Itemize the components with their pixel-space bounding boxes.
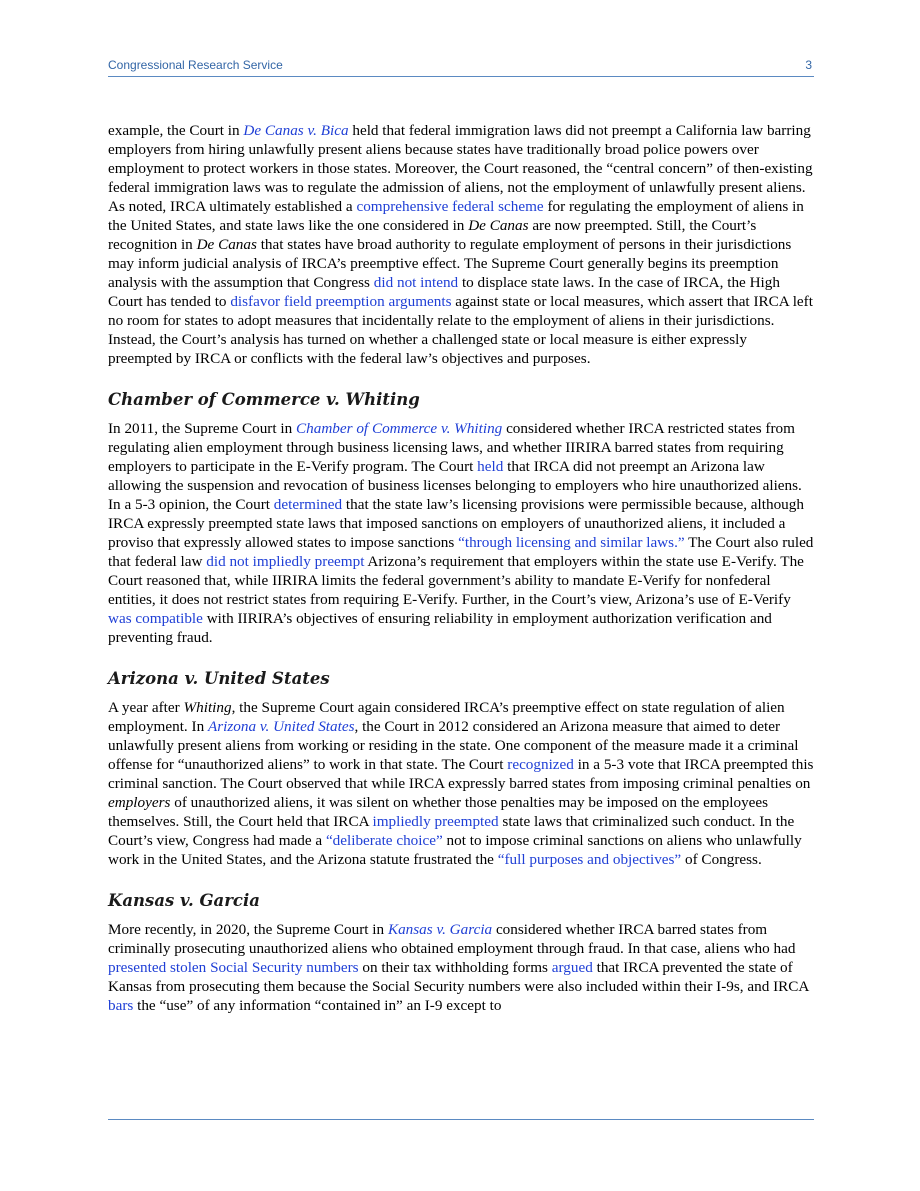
link-argued[interactable]: argued <box>551 959 593 976</box>
text-span: of Congress. <box>681 851 762 868</box>
text-span: are now preempted. Still, the Court’s recognition in <box>108 217 757 253</box>
link-disfavor-field-preemption[interactable]: disfavor field preemption arguments <box>230 293 452 310</box>
link-chamber-of-commerce-v-whiting[interactable]: Chamber of Commerce v. Whiting <box>296 420 503 437</box>
text-span: that IRCA prevented the state of Kansas from prosecuting them because the Social Security numbers were also included within their I-9s, and IRCA <box>108 959 809 995</box>
page-number: 3 <box>805 58 812 72</box>
link-full-purposes-and-objectives[interactable]: “full purposes and objectives” <box>497 851 682 868</box>
link-arizona-v-united-states[interactable]: Arizona v. United States <box>207 718 355 735</box>
link-determined[interactable]: determined <box>273 496 343 513</box>
text-span: with IIRIRA’s objectives of ensuring reliability in employment authorization verification and preventing fraud. <box>108 610 772 646</box>
link-through-licensing[interactable]: “through licensing and similar laws.” <box>458 534 685 551</box>
italic-employers: employers <box>108 794 171 811</box>
link-held[interactable]: held <box>477 458 504 475</box>
text-span: , the Supreme Court again considered IRCA’s preemptive effect on state regulation of alien employment. In <box>108 699 785 735</box>
text-span: for regulating the employment of aliens in the United States, and state laws like the one considered in <box>108 198 804 234</box>
text-span: More recently, in 2020, the Supreme Court in <box>108 921 388 938</box>
text-span: that IRCA did not preempt an Arizona law allowing the suspension and revocation of business licenses belonging to employers who hire unauthorized aliens. In a 5-3 opinion, the Court <box>108 458 802 513</box>
link-did-not-impliedly-preempt[interactable]: did not impliedly preempt <box>206 553 365 570</box>
link-did-not-intend[interactable]: did not intend <box>373 274 459 291</box>
page-header <box>108 58 814 76</box>
text-span: against state or local measures, which assert that IRCA left no room for states to adopt measures that incidentally relate to the employment of aliens in their jurisdictions. Instead, the Court’s analysis has turned on whether a challenged state or local measure is either expressly preempted by IRCA or conflicts with the federal law’s objectives and purposes. <box>108 293 813 367</box>
text-span: on their tax withholding forms <box>358 959 552 976</box>
text-span: to displace state laws. In the case of IRCA, the High Court has tended to <box>108 274 780 310</box>
text-span: the “use” of any information “contained in” an I-9 except to <box>133 997 502 1014</box>
text-span: , the Court in 2012 considered an Arizona measure that aimed to deter unlawfully present aliens from working or residing in the state. One component of the measure made it a criminal offense for “unauthorized aliens” to work in that state. The Court <box>108 718 799 773</box>
header-rule <box>108 76 814 77</box>
text-span: in a 5-3 vote that IRCA preempted this criminal sanction. The Court observed that while IRCA expressly barred states from imposing criminal penalties on <box>108 756 814 792</box>
paragraph-de-canas <box>108 121 814 368</box>
text-span: A year after <box>108 699 184 716</box>
link-bars[interactable]: bars <box>108 997 134 1014</box>
text-span: The Court also ruled that federal law <box>108 534 814 570</box>
heading-arizona-v-united-states: Arizona v. United States <box>108 669 330 688</box>
link-comprehensive-federal-scheme[interactable]: comprehensive federal scheme <box>356 198 544 215</box>
paragraph-arizona <box>108 698 814 869</box>
text-span: not to impose criminal sanctions on aliens who unlawfully work in the United States, and the Arizona statute frustrated the <box>108 832 802 868</box>
heading-chamber-of-commerce: Chamber of Commerce v. Whiting <box>108 390 420 409</box>
text-span: considered whether IRCA barred states from criminally prosecuting unauthorized aliens who obtained employment through fraud. In that case, aliens who had <box>108 921 796 957</box>
italic-case-name: De Canas <box>196 236 257 253</box>
text-span: of unauthorized aliens, it was silent on whether those penalties may be imposed on the employees themselves. Still, the Court held that IRCA <box>108 794 769 830</box>
link-deliberate-choice[interactable]: “deliberate choice” <box>325 832 443 849</box>
text-span: considered whether IRCA restricted states from regulating alien employment through business licensing laws, and whether IIRIRA barred states from requiring employers to participate in the E-Verify program. The Court <box>108 420 795 475</box>
text-span: example, the Court in <box>108 122 244 139</box>
text-span: state laws that criminalized such conduct. In the Court’s view, Congress had made a <box>108 813 795 849</box>
text-span: that states have broad authority to regulate employment of persons in their jurisdictions may inform judicial analysis of IRCA’s preemptive effect. The Supreme Court generally begins its preemption analysis with the assumption that Congress <box>108 236 792 291</box>
link-presented-stolen-ssn[interactable]: presented stolen Social Security numbers <box>108 959 359 976</box>
header-organization: Congressional Research Service <box>108 58 283 72</box>
heading-kansas-v-garcia: Kansas v. Garcia <box>108 891 260 910</box>
italic-case-name: De Canas <box>468 217 529 234</box>
paragraph-kansas <box>108 920 814 1015</box>
document-body <box>108 121 814 1015</box>
text-span: held that federal immigration laws did not preempt a California law barring employers from hiring unlawfully present aliens because states have traditionally broad police powers over employment to protect workers in those states. Moreover, the Court reasoned, the “central concern” of then-existing federal immigration laws was to regulate the admission of aliens, not the employment of unlawfully present aliens. As noted, IRCA ultimately established a <box>108 122 813 215</box>
link-recognized[interactable]: recognized <box>507 756 574 773</box>
link-kansas-v-garcia[interactable]: Kansas v. Garcia <box>387 921 493 938</box>
link-de-canas-v-bica[interactable]: De Canas v. Bica <box>243 122 349 139</box>
paragraph-whiting <box>108 419 814 647</box>
link-was-compatible[interactable]: was compatible <box>108 610 203 627</box>
italic-case-name: Whiting <box>183 699 232 716</box>
text-span: In 2011, the Supreme Court in <box>108 420 296 437</box>
link-impliedly-preempted[interactable]: impliedly preempted <box>372 813 499 830</box>
text-span: that the state law’s licensing provisions were permissible because, although IRCA expressly preempted state laws that imposed sanctions on employers of unauthorized aliens, it included a proviso that expressly allowed states to impose sanctions <box>108 496 804 551</box>
footer-rule <box>108 1119 814 1120</box>
text-span: Arizona’s requirement that employers within the state use E-Verify. The Court reasoned that, while IIRIRA limits the federal government’s ability to mandate E-Verify for nonfederal entities, it does not restrict states from requiring E-Verify. Further, in the Court’s view, Arizona’s use of E-Verify <box>108 553 804 608</box>
